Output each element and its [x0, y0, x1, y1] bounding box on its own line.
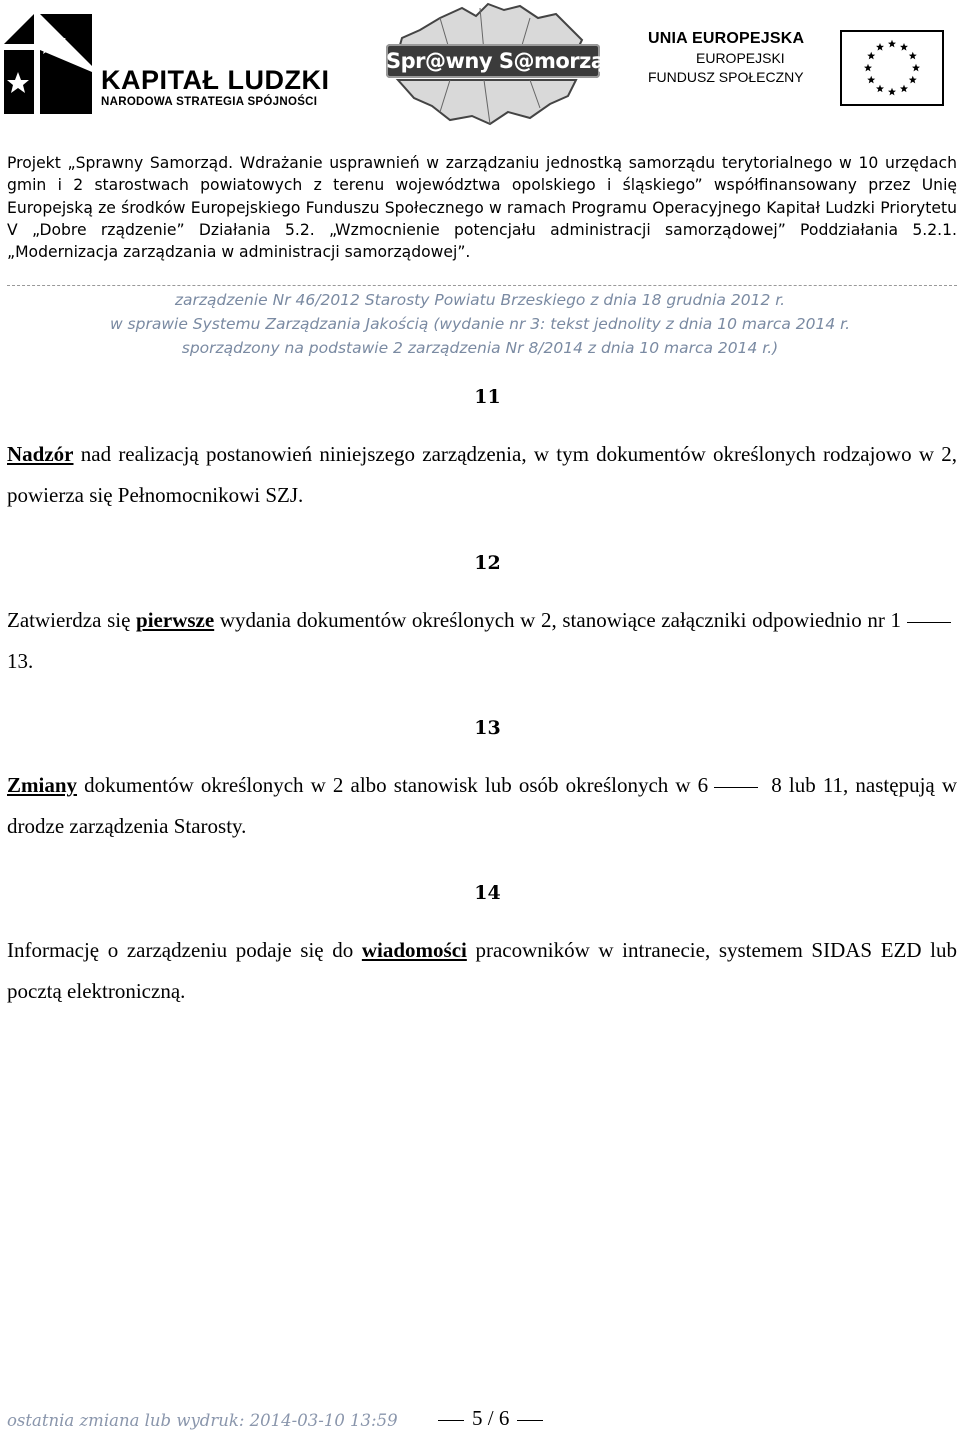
section-13-text: dokumentów określonych w 2 albo stanowisk lub osób określonych w 6 [77, 773, 709, 797]
decree-line-2: w sprawie Systemu Zarządzania Jakością (wydanie nr 3: tekst jednolity z dnia 10 marca 2014 r. [109, 315, 851, 333]
eu-star-icon [900, 43, 908, 51]
logo-left-subtitle: NARODOWA STRATEGIA SPÓJNOŚCI [101, 96, 318, 108]
footer-page-number [430, 1406, 551, 1431]
kapital-ludzki-logo [4, 14, 339, 114]
eu-star-icon [888, 88, 896, 96]
section-14-title: 14 [474, 882, 501, 904]
eu-star-icon [867, 52, 875, 60]
section-12-lead: pierwsze [136, 608, 215, 632]
eu-star-icon [909, 76, 917, 84]
dash-line [907, 622, 951, 623]
eu-star-icon [900, 85, 908, 93]
section-13-paragraph [7, 765, 957, 847]
eu-star-icon [867, 76, 875, 84]
dash-line [517, 1420, 543, 1421]
section-13-title: 13 [474, 717, 501, 739]
decree-line-3: sporządzony na podstawie 2 zarządzenia Nr 8/2014 z dnia 10 marca 2014 r.) [181, 339, 779, 357]
section-11-lead: Nadzór [7, 442, 74, 466]
kapital-ludzki-mark-icon [4, 14, 92, 114]
section-11-paragraph [7, 434, 957, 516]
sprawny-samorzad-logo [380, 0, 620, 128]
section-12-pre: Zatwierdza się [7, 608, 137, 632]
section-12-paragraph [7, 600, 957, 682]
section-12-tail: 13. [7, 649, 34, 673]
eu-logo [648, 30, 948, 110]
decree-line-1: zarządzenie Nr 46/2012 Starosty Powiatu Brzeskiego z dnia 18 grudnia 2012 r. [174, 291, 786, 309]
footer-last-change: ostatnia zmiana lub wydruk: 2014-03-10 13:59 [7, 1411, 398, 1430]
section-12-text: wydania dokumentów określonych w 2, stanowiące załączniki odpowiednio nr 1 [214, 608, 901, 632]
dash-line [714, 787, 758, 788]
section-14-text: pracowników w intranecie, systemem SIDAS EZD lub pocztą elektroniczną. [7, 938, 957, 1003]
section-14-paragraph [7, 930, 957, 1012]
eu-star-icon [909, 52, 917, 60]
logo-right-line3: FUNDUSZ SPOŁECZNY [648, 69, 804, 85]
section-14-lead: wiadomości [361, 938, 467, 962]
separator-line [7, 285, 957, 286]
section-12-title: 12 [474, 552, 501, 574]
eu-star-icon [912, 64, 920, 72]
logo-center-text: Spr@wny S@morząd [386, 49, 620, 73]
eu-star-icon [876, 85, 884, 93]
decree-reference [0, 288, 960, 360]
section-13-tail: 8 lub 11, następują w drodze zarządzenia Starosty. [7, 773, 957, 838]
dash-line [438, 1420, 464, 1421]
project-description: Projekt „Sprawny Samorząd. Wdrażanie usprawnień w zarządzaniu jednostką samorządu terytorialnego w 10 urzędach gmin i 2 starostwach powiatowych z terenu województwa opolskiego i śląskiego” współfinansowany przez Unię Europejską ze środków Europejskiego Funduszu Społecznego w ramach Programu Operacyjnego Kapitał Ludzki Priorytetu V „Dobre rządzenie” Działania 5.2. „Wzmocnienie potencjału administracji samorządowej” Poddziałania 5.2.1. „Modernizacja zarządzania w administracji samorządowej”. [7, 154, 957, 262]
logo-right-line1: UNIA EUROPEJSKA [648, 30, 805, 47]
section-11-title: 11 [474, 386, 501, 408]
header-logos [0, 0, 960, 135]
eu-flag-icon [840, 30, 944, 106]
logo-right-line2: EUROPEJSKI [696, 50, 785, 66]
eu-star-icon [888, 40, 896, 48]
section-13-lead: Zmiany [7, 773, 78, 797]
section-14-pre: Informację o zarządzeniu podaje się do [7, 938, 362, 962]
eu-star-icon [864, 64, 872, 72]
page-indicator: 5 / 6 [472, 1406, 510, 1430]
logo-left-title: KAPITAŁ LUDZKI [101, 65, 330, 95]
eu-star-icon [876, 43, 884, 51]
section-11-text: nad realizacją postanowień niniejszego zarządzenia, w tym dokumentów określonych rodzajowo w 2, powierza się Pełnomocnikowi SZJ. [7, 442, 957, 507]
